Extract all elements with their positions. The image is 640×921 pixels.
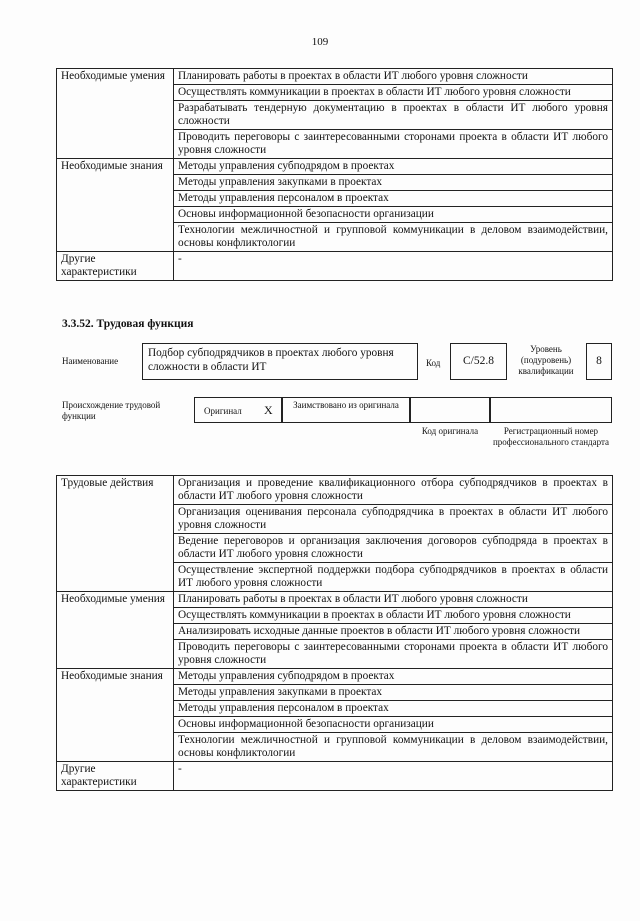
item-cell: - bbox=[174, 762, 613, 791]
level-box bbox=[586, 343, 612, 380]
category-cell: Трудовые действия bbox=[57, 476, 174, 592]
item-cell: Технологии межличностной и групповой коммуникации в деловом взаимодействии, основы конфликтологии bbox=[174, 223, 613, 252]
item-cell: Методы управления закупками в проектах bbox=[174, 175, 613, 191]
category-cell: Необходимые умения bbox=[57, 69, 174, 159]
item-cell: Основы информационной безопасности организации bbox=[174, 207, 613, 223]
table-row bbox=[57, 69, 613, 85]
borrowed-box bbox=[282, 397, 410, 423]
item-cell: Организация и проведение квалификационного отбора субподрядчиков в проектах в области ИТ любого уровня сложности bbox=[174, 476, 613, 505]
item-cell: Технологии межличностной и групповой коммуникации в деловом взаимодействии, основы конфликтологии bbox=[174, 733, 613, 762]
item-cell: Осуществлять коммуникации в проектах в области ИТ любого уровня сложности bbox=[174, 85, 613, 101]
item-cell: Методы управления закупками в проектах bbox=[174, 685, 613, 701]
function-name-box bbox=[142, 343, 418, 380]
table-row bbox=[57, 762, 613, 791]
origin-label: Происхождение трудовой функции bbox=[62, 400, 161, 421]
section-title: 3.3.52. Трудовая функция bbox=[62, 318, 194, 330]
level-label: Уровень (подуровень) квалификации bbox=[518, 344, 574, 376]
name-label: Наименование bbox=[62, 356, 119, 366]
category-cell: Необходимые знания bbox=[57, 669, 174, 762]
top-requirements-table bbox=[56, 68, 613, 281]
item-cell: Планировать работы в проектах в области ИТ любого уровня сложности bbox=[174, 69, 613, 85]
function-name-value: Подбор субподрядчиков в проектах любого уровня сложности в области ИТ bbox=[148, 347, 394, 373]
page-number: 109 bbox=[311, 36, 329, 48]
table-row bbox=[57, 476, 613, 505]
item-cell: Проводить переговоры с заинтересованными сторонами проекта в области ИТ любого уровня сложности bbox=[174, 130, 613, 159]
item-cell: - bbox=[174, 252, 613, 281]
reg-number-box bbox=[490, 397, 612, 423]
item-cell: Методы управления персоналом в проектах bbox=[174, 701, 613, 717]
category-cell: Другие характеристики bbox=[57, 762, 174, 791]
item-cell: Анализировать исходные данные проектов в области ИТ любого уровня сложности bbox=[174, 624, 613, 640]
table-row bbox=[57, 669, 613, 685]
code-original-label: Код оригинала bbox=[421, 426, 479, 436]
item-cell: Разрабатывать тендерную документацию в проектах в области ИТ любого уровня сложности bbox=[174, 101, 613, 130]
item-cell: Организация оценивания персонала субподрядчика в проектах в области ИТ любого уровня сложности bbox=[174, 505, 613, 534]
table-row bbox=[57, 159, 613, 175]
function-code-box bbox=[450, 343, 507, 380]
item-cell: Ведение переговоров и организация заключения договоров субподряда в проектах в области ИТ любого уровня сложности bbox=[174, 534, 613, 563]
table-row bbox=[57, 252, 613, 281]
item-cell: Планировать работы в проектах в области ИТ любого уровня сложности bbox=[174, 592, 613, 608]
level-value: 8 bbox=[596, 355, 602, 367]
item-cell: Методы управления субподрядом в проектах bbox=[174, 159, 613, 175]
function-code-value: C/52.8 bbox=[463, 355, 494, 367]
item-cell: Методы управления персоналом в проектах bbox=[174, 191, 613, 207]
item-cell: Методы управления субподрядом в проектах bbox=[174, 669, 613, 685]
original-mark: X bbox=[264, 403, 273, 417]
original-label: Оригинал bbox=[204, 406, 242, 416]
borrowed-label: Заимствовано из оригинала bbox=[293, 400, 399, 410]
item-cell: Основы информационной безопасности организации bbox=[174, 717, 613, 733]
item-cell: Проводить переговоры с заинтересованными сторонами проекта в области ИТ любого уровня сложности bbox=[174, 640, 613, 669]
item-cell: Осуществлять коммуникации в проектах в области ИТ любого уровня сложности bbox=[174, 608, 613, 624]
function-details-table bbox=[56, 475, 613, 791]
item-cell: Осуществление экспертной поддержки подбора субподрядчиков в проектах в области ИТ любого уровня сложности bbox=[174, 563, 613, 592]
table-row bbox=[57, 592, 613, 608]
original-box bbox=[194, 397, 282, 423]
code-original-box bbox=[410, 397, 490, 423]
category-cell: Другие характеристики bbox=[57, 252, 174, 281]
category-cell: Необходимые умения bbox=[57, 592, 174, 669]
code-label: Код bbox=[426, 358, 441, 368]
reg-number-label: Регистрационный номер профессионального стандарта bbox=[492, 426, 610, 447]
category-cell: Необходимые знания bbox=[57, 159, 174, 252]
